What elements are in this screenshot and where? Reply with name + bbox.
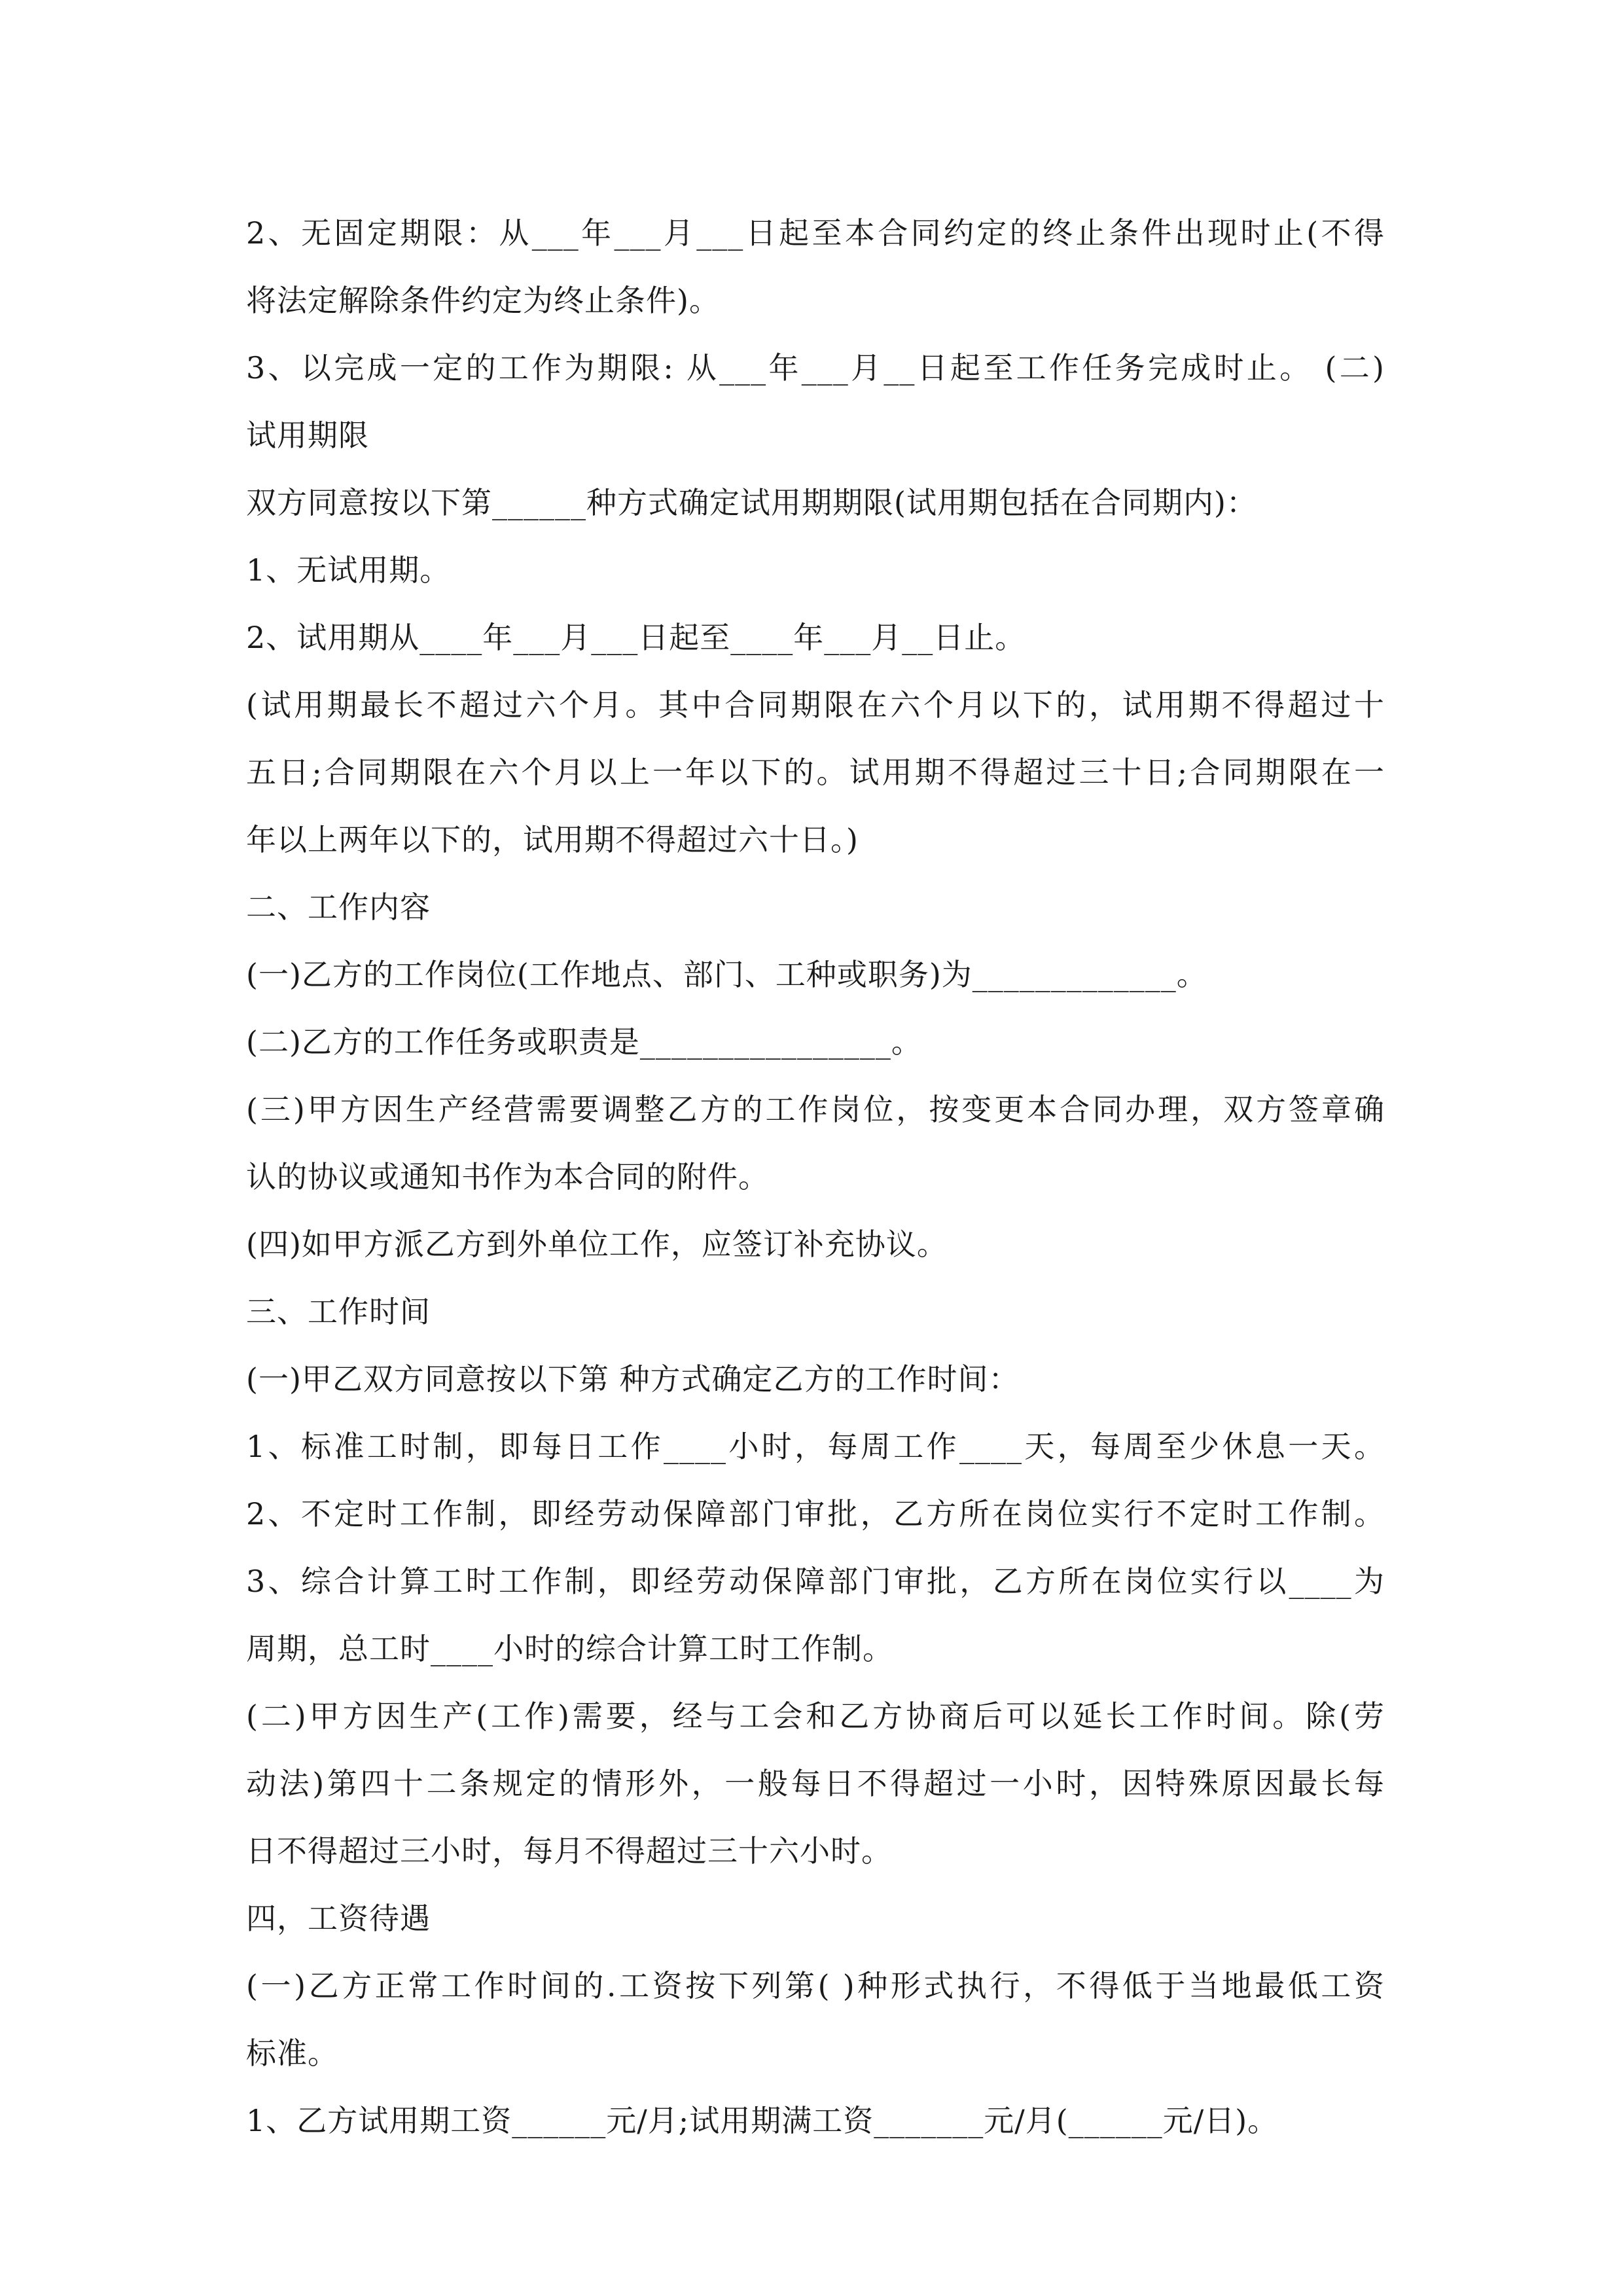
text-line: (一)甲乙双方同意按以下第 种方式确定乙方的工作时间： [246,1361,1020,1397]
text-line: (一)乙方正常工作时间的.工资按下列第( )种形式执行，不得低于当地最低工资 [246,1968,1385,2003]
section-heading: 四，工资待遇 [246,1901,431,1936]
text-line: 动法)第四十二条规定的情形外，一般每日不得超过一小时，因特殊原因最长每 [246,1766,1385,1801]
text-line: 试用期限 [246,418,369,453]
text-line: 2、无固定期限：从___年___月___日起至本合同约定的终止条件出现时止(不得 [246,215,1385,251]
text-line: 2、试用期从____年___月___日起至____年___月__日止。 [246,620,1026,655]
text-line: (试用期最长不超过六个月。其中合同期限在六个月以下的，试用期不得超过十 [246,687,1385,723]
contract-text [246,200,1385,2155]
text-line: 2、不定时工作制，即经劳动保障部门审批，乙方所在岗位实行不定时工作制。 [246,1496,1385,1532]
text-line: 3、以完成一定的工作为期限: 从___年___月__日起至工作任务完成时止。 (二) [246,350,1385,386]
text-line: 周期，总工时____小时的综合计算工时工作制。 [246,1631,893,1666]
text-line: 将法定解除条件约定为终止条件)。 [246,283,720,318]
text-line: 年以上两年以下的，试用期不得超过六十日。) [246,822,859,857]
text-line: 1、无试用期。 [246,552,451,588]
text-line: 双方同意按以下第______种方式确定试用期期限(试用期包括在合同期内)： [246,485,1257,520]
text-line: (二)甲方因生产(工作)需要，经与工会和乙方协商后可以延长工作时间。除(劳 [246,1698,1385,1734]
text-line: (一)乙方的工作岗位(工作地点、部门、工种或职务)为_____________。 [246,957,1207,992]
text-line: (二)乙方的工作任务或职责是________________。 [246,1024,922,1060]
text-line: 1、标准工时制，即每日工作____小时，每周工作____天，每周至少休息一天。 [246,1429,1385,1464]
text-line: 1、乙方试用期工资______元/月;试用期满工资_______元/月(______元/日)。 [246,2103,1279,2138]
text-line: 标准。 [246,2036,338,2071]
text-line: (四)如甲方派乙方到外单位工作，应签订补充协议。 [246,1227,948,1262]
text-line: 五日;合同期限在六个月以上一年以下的。试用期不得超过三十日;合同期限在一 [246,755,1385,790]
text-line: 3、综合计算工时工作制，即经劳动保障部门审批，乙方所在岗位实行以____为 [246,1564,1385,1599]
text-line: 日不得超过三小时，每月不得超过三十六小时。 [246,1833,892,1869]
text-line: 认的协议或通知书作为本合同的附件。 [246,1159,769,1194]
section-heading: 二、工作内容 [246,889,431,925]
text-line: (三)甲方因生产经营需要调整乙方的工作岗位，按变更本合同办理，双方签章确 [246,1092,1385,1127]
section-heading: 三、工作时间 [246,1294,431,1329]
